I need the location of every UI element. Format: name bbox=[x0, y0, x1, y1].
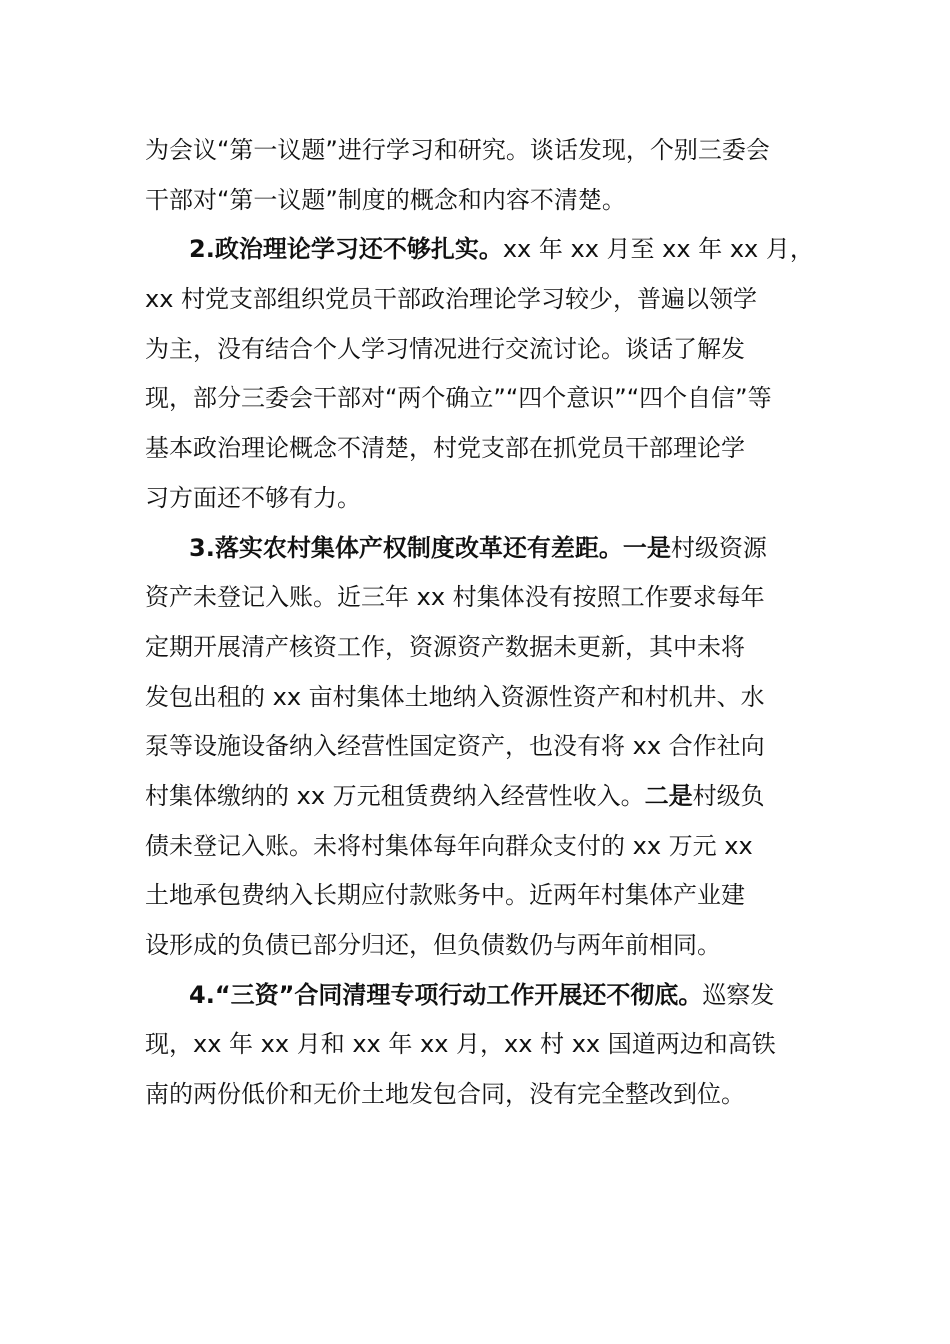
text-segment: xx 年 xx 月至 xx 年 xx 月， bbox=[502, 235, 814, 264]
paragraph-heading-line bbox=[145, 225, 835, 275]
text-line bbox=[145, 822, 835, 872]
bold-text-segment: 2.政治理论学习还不够扎实。 bbox=[189, 235, 503, 264]
text-segment: 债未登记入账。未将村集体每年向群众支付的 xx 万元 xx bbox=[145, 831, 753, 860]
text-segment: xx 村党支部组织党员干部政治理论学习较少，普遍以领学 bbox=[145, 285, 758, 314]
text-line bbox=[145, 871, 835, 921]
text-line bbox=[145, 921, 835, 971]
text-line bbox=[145, 474, 835, 524]
text-line bbox=[145, 275, 835, 325]
text-line bbox=[145, 374, 835, 424]
text-segment: 基本政治理论概念不清楚，村党支部在抓党员干部理论学 bbox=[145, 434, 745, 463]
text-segment: 为主，没有结合个人学习情况进行交流讨论。谈话了解发 bbox=[145, 334, 745, 363]
text-line bbox=[145, 126, 835, 176]
text-segment: 南的两份低价和无价土地发包合同，没有完全整改到位。 bbox=[145, 1080, 745, 1109]
bold-text-segment: 3.落实农村集体产权制度改革还有差距。 bbox=[189, 533, 623, 562]
text-segment: 村级资源 bbox=[670, 533, 767, 562]
text-line bbox=[145, 1020, 835, 1070]
text-segment: 发包出租的 xx 亩村集体土地纳入资源性资产和村机井、水 bbox=[145, 682, 765, 711]
text-line bbox=[145, 424, 835, 474]
text-line bbox=[145, 325, 835, 375]
text-segment: 土地承包费纳入长期应付款账务中。近两年村集体产业建 bbox=[145, 881, 745, 910]
text-line bbox=[145, 573, 835, 623]
paragraph-heading-line bbox=[145, 524, 835, 574]
bold-text-segment: 4.“三资”合同清理专项行动工作开展还不彻底。 bbox=[189, 980, 703, 1009]
document-body bbox=[145, 126, 835, 1120]
text-segment: 资产未登记入账。近三年 xx 村集体没有按照工作要求每年 bbox=[145, 583, 765, 612]
text-segment: 巡察发 bbox=[702, 980, 775, 1009]
paragraph-heading-line bbox=[145, 971, 835, 1021]
text-segment: 习方面还不够有力。 bbox=[145, 483, 361, 512]
bold-text-segment: 二是 bbox=[644, 781, 693, 810]
text-segment: 泵等设施设备纳入经营性国定资产，也没有将 xx 合作社向 bbox=[145, 732, 765, 761]
text-segment: 干部对“第一议题”制度的概念和内容不清楚。 bbox=[145, 185, 626, 214]
text-segment: 为会议“第一议题”进行学习和研究。谈话发现，个别三委会 bbox=[145, 136, 770, 164]
text-line bbox=[145, 722, 835, 772]
text-segment: 村级负 bbox=[692, 781, 765, 810]
bold-text-segment: 一是 bbox=[622, 533, 671, 562]
text-segment: 现，xx 年 xx 月和 xx 年 xx 月，xx 村 xx 国道两边和高铁 bbox=[145, 1030, 776, 1059]
text-segment: 现，部分三委会干部对“两个确立”“四个意识”“四个自信”等 bbox=[145, 384, 772, 413]
text-segment: 村集体缴纳的 xx 万元租赁费纳入经营性收入。 bbox=[145, 781, 645, 810]
text-line bbox=[145, 1070, 835, 1120]
text-segment: 设形成的负债已部分归还，但负债数仍与两年前相同。 bbox=[145, 931, 721, 959]
text-line bbox=[145, 673, 835, 723]
text-segment: 定期开展清产核资工作，资源资产数据未更新，其中未将 bbox=[145, 632, 745, 661]
text-line bbox=[145, 623, 835, 673]
text-line bbox=[145, 772, 835, 822]
text-line bbox=[145, 176, 835, 226]
